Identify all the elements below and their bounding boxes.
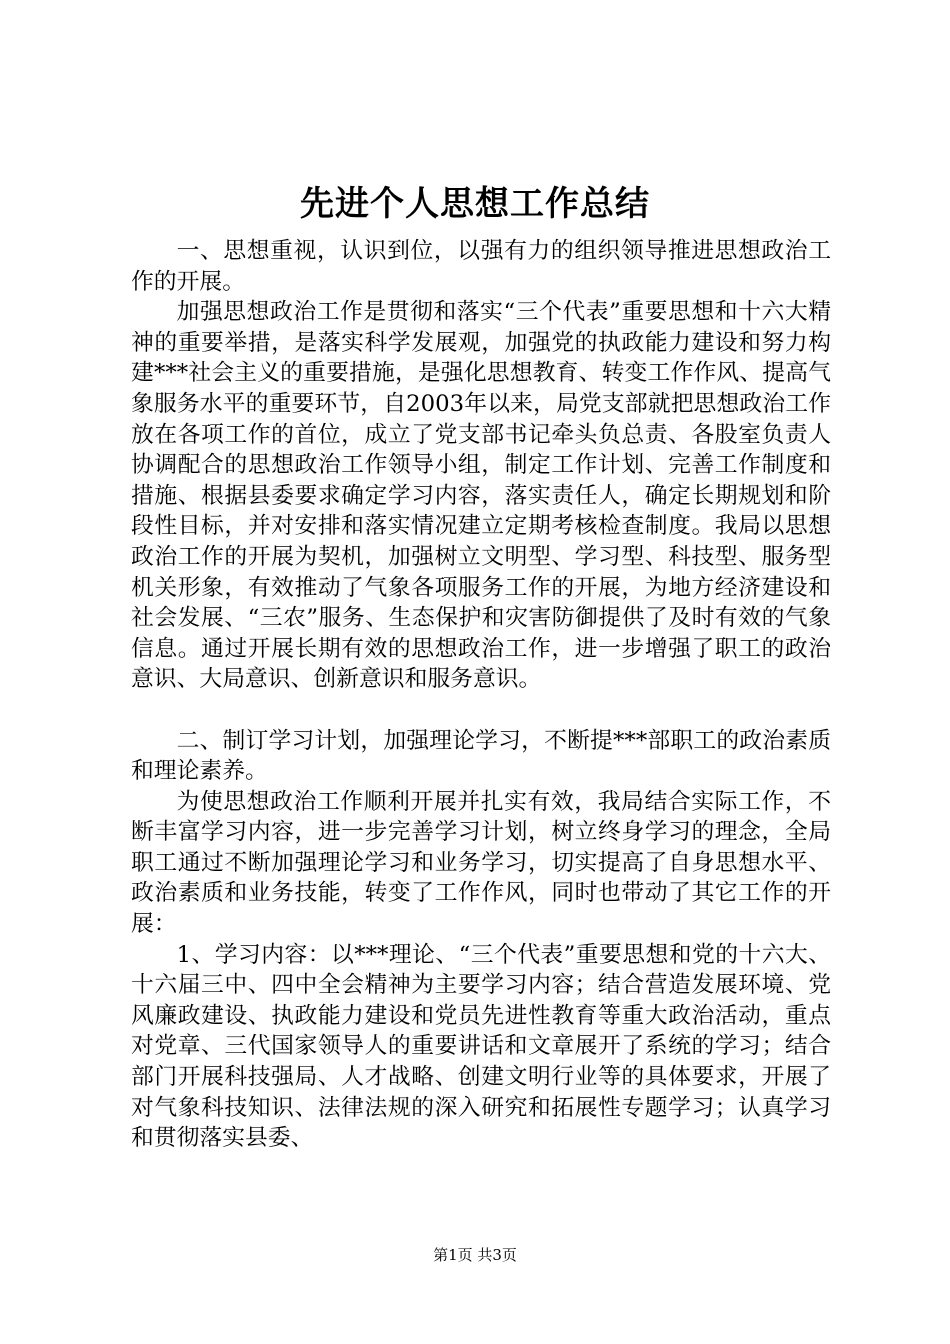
paragraph: 加强思想政治工作是贯彻和落实“三个代表”重要思想和十六大精神的重要举措，是落实科学发展观，加强党的执政能力建设和努力构建***社会主义的重要措施，是强化思想教育、转变工作作风、提高气象服务水平的重要环节，自2003年以来，局党支部就把思想政治工作放在各项工作的首位，成立了党支部书记牵头负总责、各股室负责人协调配合的思想政治工作领导小组，制定工作计划、完善工作制度和措施、根据县委要求确定学习内容，落实责任人，确定长期规划和阶段性目标，并对安排和落实情况建立定期考核检查制度。我局以思想政治工作的开展为契机，加强树立文明型、学习型、科技型、服务型机关形象，有效推动了气象各项服务工作的开展，为地方经济建设和社会发展、“三农”服务、生态保护和灾害防御提供了及时有效的气象信息。通过开展长期有效的思想政治工作，进一步增强了职工的政治意识、大局意识、创新意识和服务意识。: [131, 299, 831, 693]
document-body: [131, 236, 831, 1154]
page-number: 第1页 共3页: [433, 1246, 517, 1264]
paragraph: 为使思想政治工作顺利开展并扎实有效，我局结合实际工作，不断丰富学习内容，进一步完善学习计划，树立终身学习的理念，全局职工通过不断加强理论学习和业务学习，切实提高了自身思想水平、政治素质和业务技能，转变了工作作风，同时也带动了其它工作的开展：: [131, 788, 831, 938]
section-heading-2: 二、制订学习计划，加强理论学习，不断提***部职工的政治素质和理论素养。: [131, 727, 831, 785]
page-title: 先进个人思想工作总结: [300, 184, 650, 224]
paragraph: 1、学习内容：以***理论、“三个代表”重要思想和党的十六大、十六届三中、四中全会精神为主要学习内容；结合营造发展环境、党风廉政建设、执政能力建设和党员先进性教育等重大政治活动，重点对党章、三代国家领导人的重要讲话和文章展开了系统的学习；结合部门开展科技强局、人才战略、创建文明行业等的具体要求，开展了对气象科技知识、法律法规的深入研究和拓展性专题学习；认真学习和贯彻落实县委、: [131, 941, 831, 1152]
section-heading-1: 一、思想重视，认识到位，以强有力的组织领导推进思想政治工作的开展。: [131, 238, 831, 295]
